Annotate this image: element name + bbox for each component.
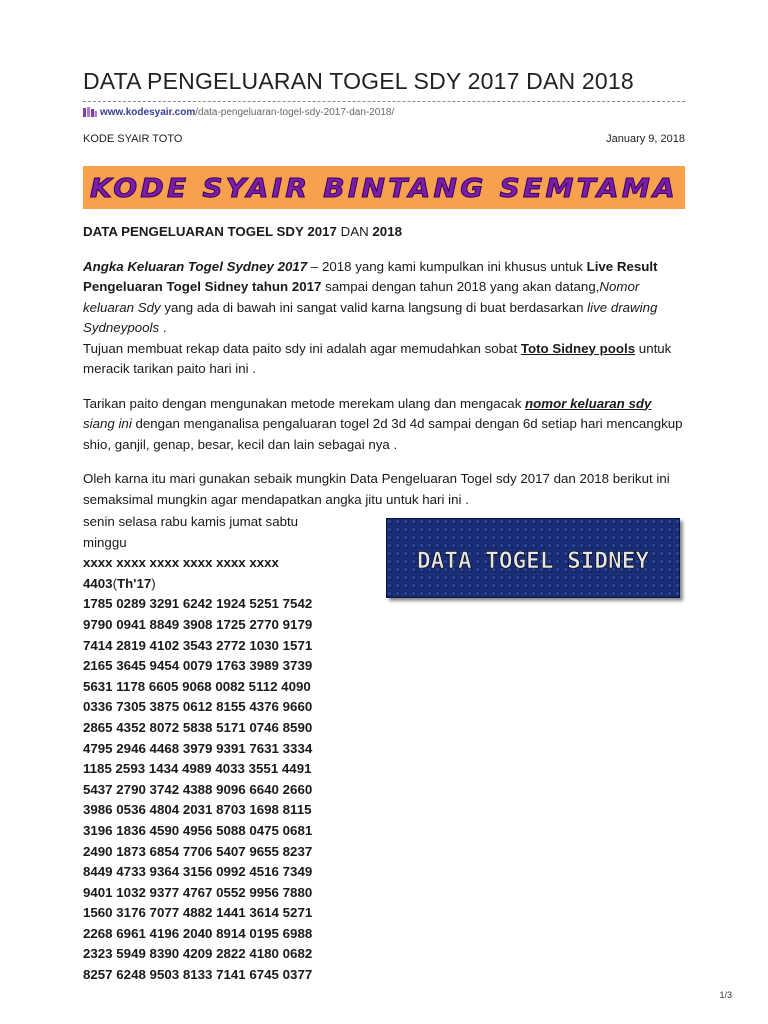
article-body [83, 222, 685, 510]
url-domain[interactable]: www.kodesyair.com [100, 107, 196, 118]
result-rows [83, 594, 312, 985]
days-header-line-1: senin selasa rabu kamis jumat sabtu [83, 514, 299, 529]
heading-part-3: 2018 [372, 224, 402, 239]
table-row: 8449 4733 9364 3156 0992 4516 7349 [83, 864, 313, 880]
page-title: DATA PENGELUARAN TOGEL SDY 2017 DAN 2018 [83, 68, 634, 94]
days-header-line-2: minggu [83, 534, 127, 550]
site-favicon-icon [83, 107, 97, 118]
year-paren-open: ( [112, 575, 118, 591]
intro-text-1: – 2018 yang kami kumpulkan ini khusus untuk [307, 258, 587, 274]
paragraph-closing: Oleh karna itu mari gunakan sebaik mungkin Data Pengeluaran Togel sdy 2017 dan 2018 berikut ini semaksimal mungkin agar mendapatkan angka jitu untuk hari ini . [83, 471, 670, 507]
table-row: 8257 6248 9503 8133 7141 6745 0377 [83, 967, 313, 983]
purpose-text-1: Tujuan membuat rekap data paito sdy ini adalah agar memudahkan sobat [83, 340, 521, 356]
paragraph-method [83, 394, 685, 456]
intro-italic-2: live drawing Sydneypools [83, 299, 658, 335]
year-label: Th'17 [117, 575, 152, 591]
url-path[interactable]: /data-pengeluaran-togel-sdy-2017-dan-2018/ [195, 107, 395, 118]
banner-text: KODE SYAIR BINTANG SEMTAMA [90, 174, 678, 204]
year-row [83, 574, 312, 595]
post-date: January 9, 2018 [606, 133, 685, 145]
table-row: 3196 1836 4590 4956 5088 0475 0681 [83, 822, 313, 838]
table-row: 2490 1873 6854 7706 5407 9655 8237 [83, 843, 313, 859]
page-number: 1/3 [719, 990, 732, 1000]
placeholder-row: xxxx xxxx xxxx xxxx xxxx xxxx [83, 555, 279, 571]
paragraph-purpose [83, 339, 685, 380]
table-row: 0336 7305 3875 0612 8155 4376 9660 [83, 699, 313, 715]
title-divider [83, 101, 685, 102]
author-name: KODE SYAIR TOTO [83, 133, 183, 145]
intro-keyword: Angka Keluaran Togel Sydney 2017 [83, 258, 308, 274]
intro-text-3: yang ada di bawah ini sangat valid karna langsung di buat berdasarkan [160, 299, 588, 315]
table-row: 1785 0289 3291 6242 1924 5251 7542 [83, 596, 313, 612]
intro-bold: Live Result Pengeluaran Togel Sidney tahun 2017 [83, 258, 658, 294]
table-row: 9790 0941 8849 3908 1725 2770 9179 [83, 616, 313, 632]
heading-part-1: DATA PENGELUARAN TOGEL SDY 2017 [83, 224, 337, 239]
table-row: 7414 2819 4102 3543 2772 1030 1571 [83, 637, 313, 653]
method-text-1: Tarikan paito dengan mengunakan metode merekam ulang dan mengacak [83, 395, 526, 411]
data-togel-sidney-image [386, 518, 680, 598]
article-heading [83, 222, 685, 243]
year-start-number: 4403 [83, 575, 113, 591]
table-row: 2865 4352 8072 5838 5171 0746 8590 [83, 719, 313, 735]
paragraph-intro [83, 257, 685, 339]
toto-sidney-pools-link[interactable]: Toto Sidney pools [520, 340, 636, 356]
nomor-keluaran-sdy-link[interactable]: nomor keluaran sdy [525, 395, 652, 411]
table-row: 2323 5949 8390 4209 2822 4180 0682 [83, 946, 313, 962]
intro-text-4: . [159, 320, 167, 335]
year-paren-close: ) [151, 575, 156, 591]
table-row: 5437 2790 3742 4388 9096 6640 2660 [83, 781, 313, 797]
heading-part-2: DAN [336, 224, 373, 239]
table-row: 1560 3176 7077 4882 1441 3614 5271 [83, 905, 313, 921]
method-italic: siang ini [83, 416, 132, 431]
source-url[interactable] [83, 107, 394, 118]
method-text-2: dengan menganalisa pengaluaran togel 2d 3d 4d sampai dengan 6d setiap hari mencangkup shio, ganjil, genap, besar, kecil dan lain sebagai nya . [83, 416, 683, 452]
table-row: 2165 3645 9454 0079 1763 3989 3739 [83, 658, 313, 674]
table-row: 1185 2593 1434 4989 4033 3551 4491 [83, 761, 312, 777]
result-table [83, 512, 312, 986]
table-row: 4795 2946 4468 3979 9391 7631 3334 [83, 740, 313, 756]
table-row: 3986 0536 4804 2031 8703 1698 8115 [83, 802, 312, 818]
intro-italic-1: Nomor keluaran Sdy [83, 279, 640, 315]
table-row: 5631 1178 6605 9068 0082 5112 4090 [83, 678, 311, 694]
intro-text-2: sampai dengan tahun 2018 yang akan datang, [321, 279, 600, 294]
purpose-text-2: untuk meracik tarikan paito hari ini . [83, 340, 672, 376]
image-caption: DATA TOGEL SIDNEY [417, 549, 650, 574]
banner-image [83, 166, 685, 209]
table-row: 2268 6961 4196 2040 8914 0195 6988 [83, 925, 313, 941]
table-row: 9401 1032 9377 4767 0552 9956 7880 [83, 884, 313, 900]
